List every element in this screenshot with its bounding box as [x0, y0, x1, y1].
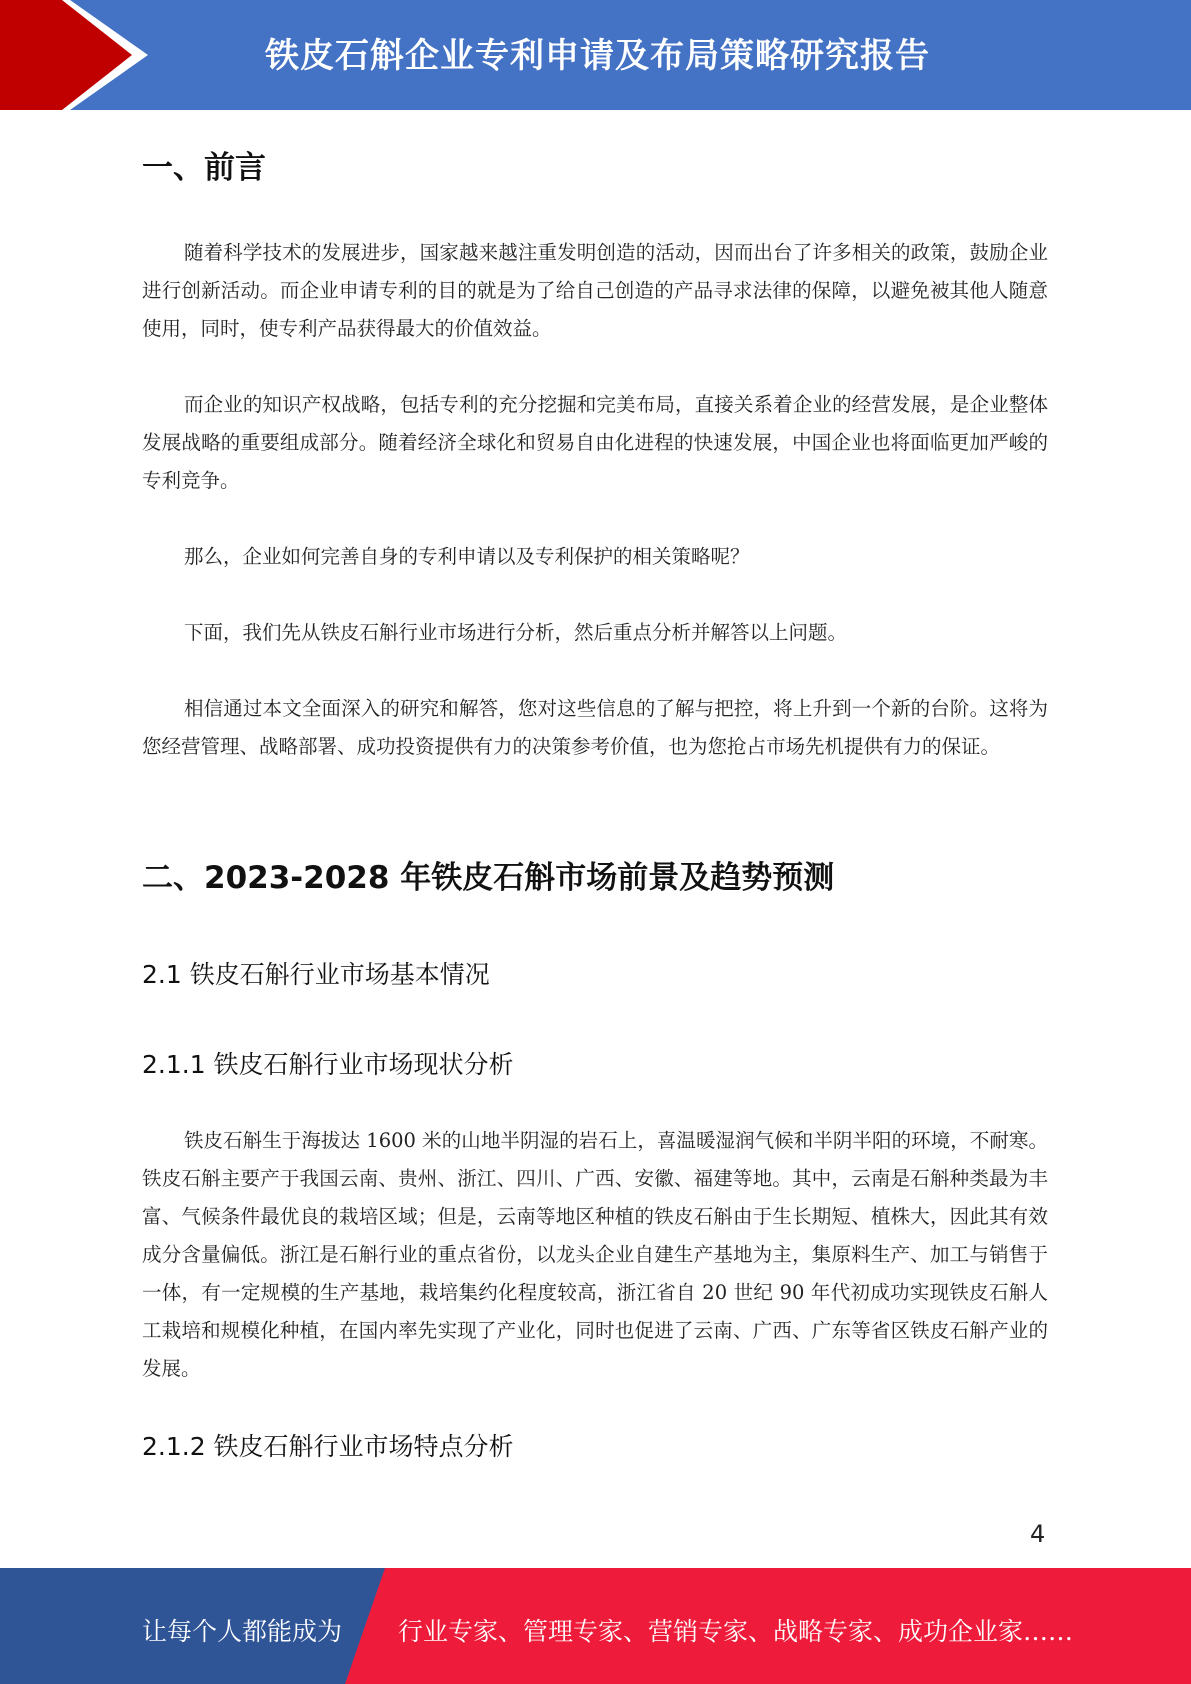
section-heading-market-forecast: 二、2023-2028 年铁皮石斛市场前景及趋势预测	[142, 860, 835, 896]
paragraph: 随着科学技术的发展进步，国家越来越注重发明创造的活动，因而出台了许多相关的政策，鼓励企业进行创新活动。而企业申请专利的目的就是为了给自己创造的产品寻求法律的保障，以避免被其他人随意使用，同时，使专利产品获得最大的价值效益。	[142, 241, 1048, 340]
paragraph: 相信通过本文全面深入的研究和解答，您对这些信息的了解与把控，将上升到一个新的台阶。这将为您经营管理、战略部署、成功投资提供有力的决策参考价值，也为您抢占市场先机提供有力的保证。	[142, 697, 1048, 758]
paragraph: 而企业的知识产权战略，包括专利的充分挖掘和完美布局，直接关系着企业的经营发展，是企业整体发展战略的重要组成部分。随着经济全球化和贸易自由化进程的快速发展，中国企业也将面临更加严峻的专利竞争。	[142, 393, 1048, 492]
footer-slogan-left: 让每个人都能成为	[142, 1617, 343, 1646]
footer-slogan-right: 行业专家、管理专家、营销专家、战略专家、成功企业家……	[398, 1617, 1074, 1646]
paragraph: 下面，我们先从铁皮石斛行业市场进行分析，然后重点分析并解答以上问题。	[184, 621, 848, 644]
subsection-heading: 2.1.1 铁皮石斛行业市场现状分析	[142, 1050, 514, 1079]
paragraph: 那么，企业如何完善自身的专利申请以及专利保护的相关策略呢？	[184, 545, 750, 568]
section-heading-preface: 一、前言	[142, 150, 266, 186]
page-number: 4	[1030, 1520, 1046, 1548]
page-header	[0, 0, 1191, 110]
report-title: 铁皮石斛企业专利申请及布局策略研究报告	[265, 36, 930, 76]
subsection-heading: 2.1 铁皮石斛行业市场基本情况	[142, 960, 490, 989]
paragraph: 铁皮石斛生于海拔达 1600 米的山地半阴湿的岩石上，喜温暖湿润气候和半阴半阳的环境，不耐寒。铁皮石斛主要产于我国云南、贵州、浙江、四川、广西、安徽、福建等地。其中，云南是石斛种类最为丰富、气候条件最优良的栽培区域；但是，云南等地区种植的铁皮石斛由于生长期短、植株大，因此其有效成分含量偏低。浙江是石斛行业的重点省份，以龙头企业自建生产基地为主，集原料生产、加工与销售于一体，有一定规模的生产基地，栽培集约化程度较高，浙江省自 20 世纪 90 年代初成功实现铁皮石斛人工栽培和规模化种植，在国内率先实现了产业化，同时也促进了云南、广西、广东等省区铁皮石斛产业的发展。	[142, 1129, 1048, 1380]
page-footer	[0, 1568, 1191, 1684]
subsection-heading: 2.1.2 铁皮石斛行业市场特点分析	[142, 1432, 514, 1461]
header-chevron-decoration	[0, 0, 160, 110]
